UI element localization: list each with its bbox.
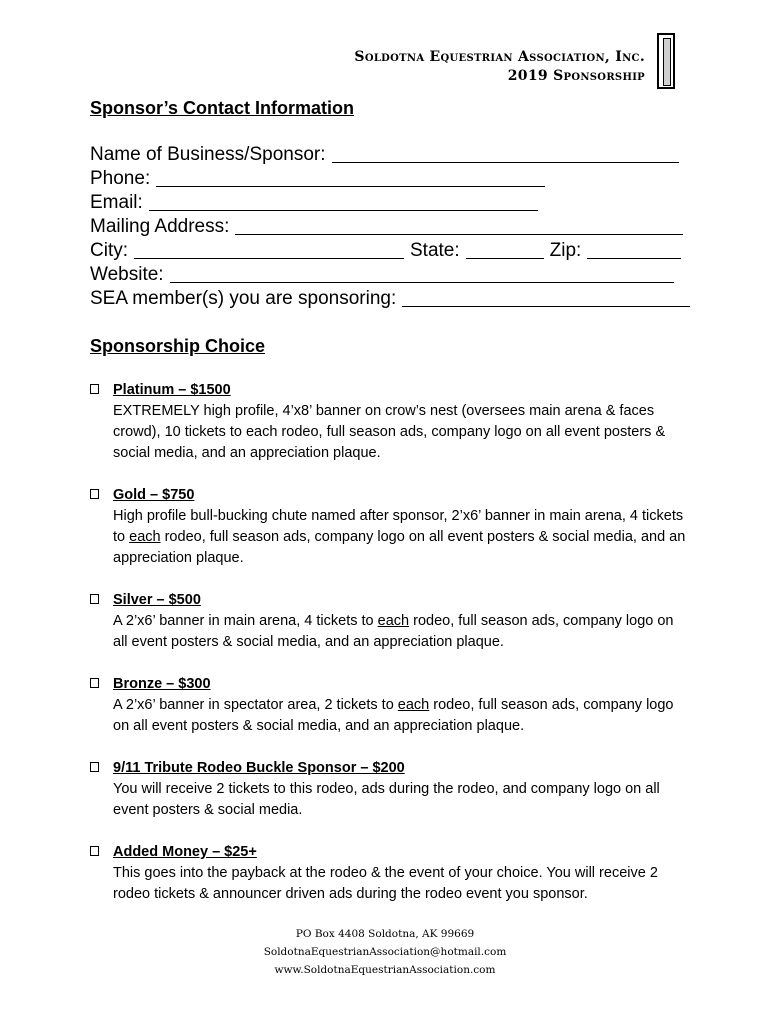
checkbox[interactable] bbox=[90, 489, 99, 499]
desc-text: rodeo, full season ads, company logo on all event posters & social media, and an appreciation plaque. bbox=[113, 697, 674, 734]
footer-website: www.SoldotnaEquestrianAssociation.com bbox=[274, 964, 496, 976]
city-state-zip-field[interactable] bbox=[90, 239, 690, 263]
option-gold[interactable] bbox=[90, 485, 690, 569]
footer bbox=[0, 925, 770, 979]
zip-blank[interactable] bbox=[587, 241, 681, 259]
option-description bbox=[113, 611, 690, 653]
members-field[interactable] bbox=[90, 287, 690, 311]
name-field[interactable] bbox=[90, 143, 690, 167]
email-label: Email: bbox=[90, 192, 143, 213]
option-description: This goes into the payback at the rodeo & the event of your choice. You will receive 2 rodeo tickets & announcer driven ads during the rodeo event you sponsor. bbox=[113, 865, 658, 902]
footer-address: PO Box 4408 Soldotna, AK 99669 bbox=[295, 928, 475, 940]
option-description: EXTREMELY high profile, 4’x8’ banner on crow’s nest (oversees main arena & faces crowd), 10 tickets to each rodeo, full season ads, company logo on all event posters & social media, and an appreciation plaque. bbox=[113, 403, 666, 461]
desc-text: A 2’x6’ banner in main arena, 4 tickets to bbox=[113, 613, 378, 629]
option-description bbox=[113, 506, 690, 569]
option-911-tribute[interactable] bbox=[90, 758, 690, 821]
sponsorship-options bbox=[90, 380, 690, 905]
desc-text: A 2’x6’ banner in spectator area, 2 tickets to bbox=[113, 697, 398, 713]
option-bronze[interactable] bbox=[90, 674, 690, 737]
website-field[interactable] bbox=[90, 263, 690, 287]
option-added-money[interactable] bbox=[90, 842, 690, 905]
mailing-blank[interactable] bbox=[235, 217, 683, 235]
website-blank[interactable] bbox=[170, 265, 674, 283]
desc-text: High profile bull-bucking chute named after sponsor, 2’x6’ banner in main arena, 4 tickets to bbox=[113, 508, 684, 545]
phone-field[interactable] bbox=[90, 167, 690, 191]
city-label: City: bbox=[90, 240, 128, 261]
footer-email: SoldotnaEquestrianAssociation@hotmail.com bbox=[263, 946, 507, 958]
state-label: State: bbox=[410, 240, 460, 261]
phone-label: Phone: bbox=[90, 168, 151, 189]
option-title: Bronze – $300 bbox=[113, 676, 211, 692]
option-title: Platinum – $1500 bbox=[113, 382, 231, 398]
option-description: You will receive 2 tickets to this rodeo, ads during the rodeo, and company logo on all event posters & social media. bbox=[113, 781, 660, 818]
mailing-field[interactable] bbox=[90, 215, 690, 239]
option-title: Added Money – $25+ bbox=[113, 844, 257, 860]
state-blank[interactable] bbox=[466, 241, 544, 259]
option-title: Silver – $500 bbox=[113, 592, 201, 608]
website-label: Website: bbox=[90, 264, 164, 285]
city-blank[interactable] bbox=[134, 241, 404, 259]
option-silver[interactable] bbox=[90, 590, 690, 653]
contact-form bbox=[90, 143, 690, 311]
mailing-label: Mailing Address: bbox=[90, 216, 230, 237]
header-decoration bbox=[657, 33, 675, 89]
option-title: Gold – $750 bbox=[113, 487, 195, 503]
members-label: SEA member(s) you are sponsoring: bbox=[90, 288, 397, 309]
desc-emphasis: each bbox=[397, 697, 430, 713]
zip-label: Zip: bbox=[549, 240, 582, 261]
name-label: Name of Business/Sponsor: bbox=[90, 144, 326, 165]
option-title: 9/11 Tribute Rodeo Buckle Sponsor – $200 bbox=[113, 760, 405, 776]
choice-section-title: Sponsorship Choice bbox=[90, 336, 266, 356]
desc-text: rodeo, full season ads, company logo on all event posters & social media, and an appreciation plaque. bbox=[113, 613, 674, 650]
desc-text: rodeo, full season ads, company logo on all event posters & social media, and an appreciation plaque. bbox=[113, 529, 686, 566]
doc-subtitle: 2019 Sponsorship bbox=[507, 68, 645, 84]
checkbox[interactable] bbox=[90, 762, 99, 772]
email-field[interactable] bbox=[90, 191, 690, 215]
org-name: Soldotna Equestrian Association, Inc. bbox=[354, 49, 645, 65]
contact-section-title: Sponsor’s Contact Information bbox=[90, 98, 355, 118]
phone-blank[interactable] bbox=[156, 169, 545, 187]
checkbox[interactable] bbox=[90, 594, 99, 604]
document-header bbox=[354, 48, 645, 86]
name-blank[interactable] bbox=[332, 145, 679, 163]
checkbox[interactable] bbox=[90, 846, 99, 856]
desc-emphasis: each bbox=[377, 613, 410, 629]
members-blank[interactable] bbox=[402, 289, 690, 307]
email-blank[interactable] bbox=[149, 193, 538, 211]
desc-emphasis: each bbox=[129, 529, 161, 545]
option-platinum[interactable] bbox=[90, 380, 690, 464]
checkbox[interactable] bbox=[90, 384, 99, 394]
option-description bbox=[113, 695, 690, 737]
checkbox[interactable] bbox=[90, 678, 99, 688]
